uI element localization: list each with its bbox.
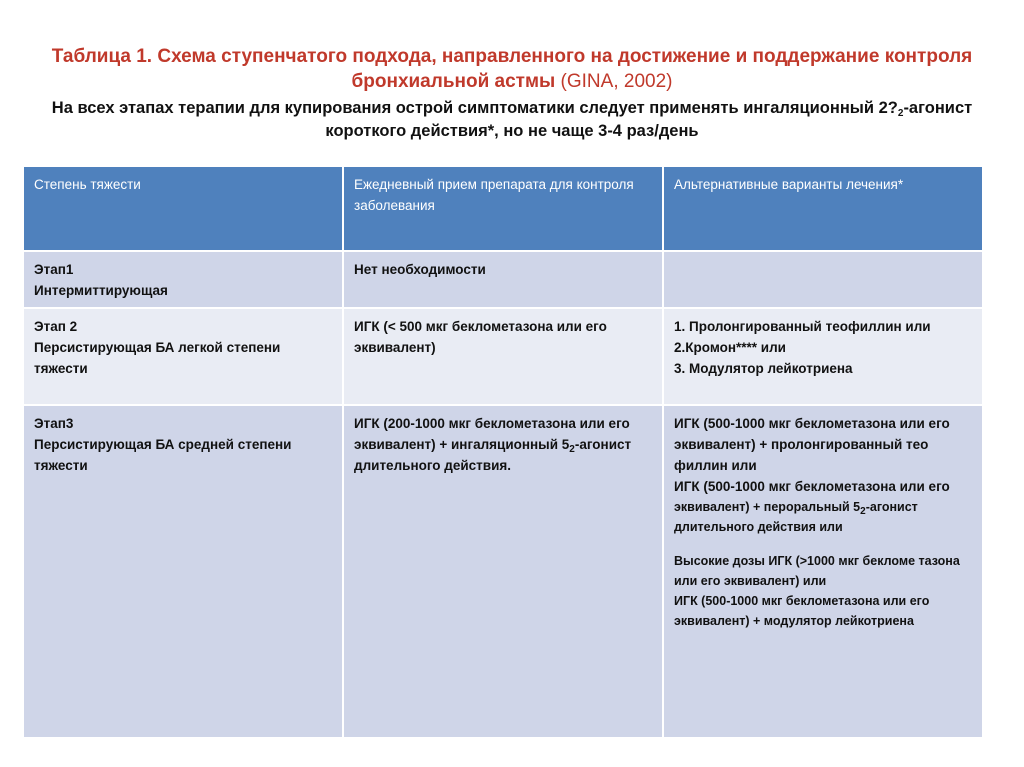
subtitle-rest: -агонист короткого действия*, но не чаще 3-4 раз/день: [325, 99, 973, 140]
cell-alternative: [663, 308, 983, 405]
subtitle-main: На всех этапах терапии для купирования острой симптоматики следует применять ингаляционный 2?: [51, 99, 898, 117]
header-severity: Степень тяжести: [23, 166, 343, 251]
page-subtitle: [30, 97, 994, 143]
alt-option: Высокие дозы ИГК (>1000 мкг бекломе тазона или его эквивалент) или: [674, 554, 960, 588]
alt-option: 1. Пролонгированный теофиллин или: [674, 319, 931, 334]
alt-sub: 2: [860, 506, 866, 517]
alt-pre: альный 5: [801, 500, 861, 514]
daily-main: ИГК (200-1000 мкг беклометазона или его эквивалент) + ингаляционный 5: [354, 416, 630, 452]
cell-severity: [23, 308, 343, 405]
alt-option: ИГК (500-1000 мкг беклометазона или его эквивалент) + модулятор лейкотриена: [674, 594, 930, 628]
table-row: [23, 251, 983, 308]
daily-sub: 2: [569, 444, 575, 455]
cell-severity: [23, 251, 343, 308]
spacer: [674, 537, 972, 551]
cell-daily: [343, 405, 663, 738]
header-daily: Ежедневный прием препарата для контроля заболевания: [343, 166, 663, 251]
alt-main: эквивалент) + перор: [674, 500, 802, 514]
title-block: [30, 44, 994, 143]
alt-option: 3. Модулятор лейкотриена: [674, 361, 853, 376]
daily-rest: -агонист длительного действия.: [354, 437, 632, 473]
cell-daily: Нет необходимости: [343, 251, 663, 308]
alt-option: эквивалент) + пролонгированный тео филлин или: [674, 437, 929, 473]
subtitle-sub: 2: [897, 108, 904, 119]
severity-label: Персистирующая БА средней степени тяжести: [34, 437, 292, 473]
stage-label: Этап1: [34, 262, 74, 277]
alt-option: 2.Кромон**** или: [674, 340, 786, 355]
alt-option: ИГК (500-1000 мкг беклометазона или его: [674, 416, 950, 431]
alt-option: [674, 497, 972, 537]
title-source: (GINA, 2002): [560, 71, 673, 92]
table-row: [23, 308, 983, 405]
table-row: [23, 405, 983, 738]
header-alternative: Альтернативные варианты лечения*: [663, 166, 983, 251]
cell-severity: [23, 405, 343, 738]
table-header-row: [23, 166, 983, 251]
alt-rest: -агонист длительного действия или: [674, 500, 918, 534]
stage-label: Этап3: [34, 416, 74, 431]
therapy-table: [22, 165, 984, 739]
alt-option: ИГК (500-1000 мкг беклометазона или его: [674, 479, 950, 494]
stage-label: Этап 2: [34, 319, 78, 334]
title-bold: Таблица 1. Схема ступенчатого подхода, направленного на достижение и поддержание контроля бронхиальной астмы: [51, 46, 973, 92]
cell-alternative: [663, 405, 983, 738]
page-title: [30, 44, 994, 94]
cell-alternative: [663, 251, 983, 308]
severity-label: Интермиттирующая: [34, 283, 168, 298]
cell-daily: ИГК (< 500 мкг беклометазона или его эквивалент): [343, 308, 663, 405]
severity-label: Персистирующая БА легкой степени тяжести: [34, 340, 281, 376]
